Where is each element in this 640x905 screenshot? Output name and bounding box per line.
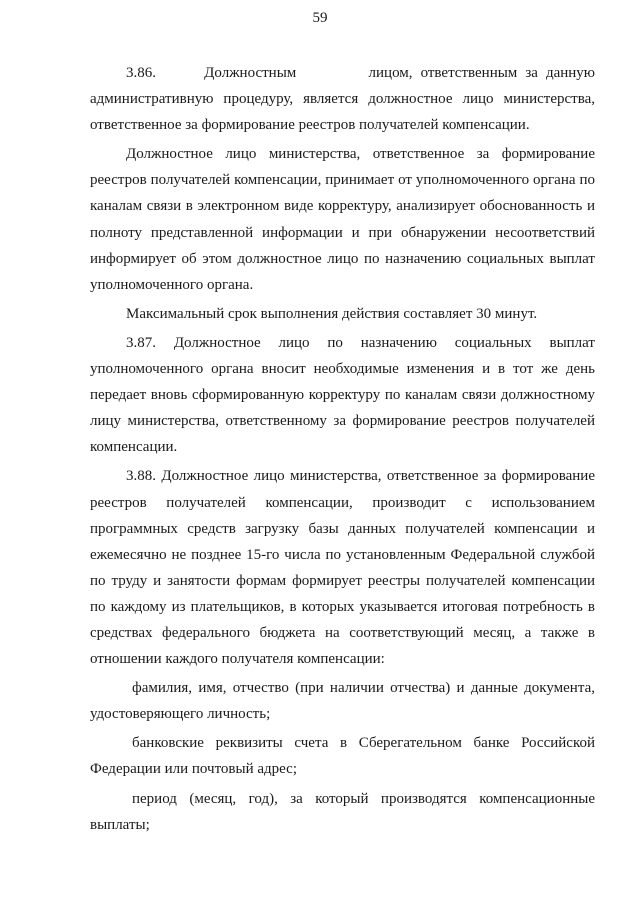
page-number: 59 [312,10,328,26]
paragraph-3-87: 3.87. Должностное лицо по назначению социальных выплат уполномоченного органа вносит необходимые изменения и в тот же день передает вновь сформированную корректуру по каналам связи должностному лицу министерства, ответственному за формирование реестров получателей компенсации. [90,334,595,456]
list-item-bank-details: банковские реквизиты счета в Сберегательном банке Российской Федерации или почтовый адрес; [90,735,595,778]
paragraph-3-86: 3.86. Должностным лицом, ответственным за данную административную процедуру, является должностное лицо министерства, ответственное за формирование реестров получателей компенсации. [90,65,595,134]
list-item-period: период (месяц, год), за который производятся компенсационные выплаты; [90,790,595,833]
paragraph-3-88: 3.88. Должностное лицо министерства, ответственное за формирование реестров получателей компенсации, производит с использованием программных средств загрузку базы данных получателей компенсации и ежемесячно не позднее 15-го числа по установленным Федеральной службой по труду и занятости формам формирует реестры получателей компенсации по каждому из плательщиков, в которых указывается итоговая потребность в средствах федерального бюджета на соответствующий месяц, а также в отношении каждого получателя компенсации: [90,468,595,668]
paragraph-corrections-review: Должностное лицо министерства, ответственное за формирование реестров получателей компенсации, принимает от уполномоченного органа по каналам связи в электронном виде корректуру, анализирует обоснованность и полноту представленной информации и при обнаружении несоответствий информирует об этом должностное лицо по назначению социальных выплат уполномоченного органа. [90,146,595,293]
list-item-identity: фамилия, имя, отчество (при наличии отчества) и данные документа, удостоверяющего личность; [90,680,595,723]
document-body [90,60,595,841]
paragraph-max-time: Максимальный срок выполнения действия составляет 30 минут. [126,305,538,322]
